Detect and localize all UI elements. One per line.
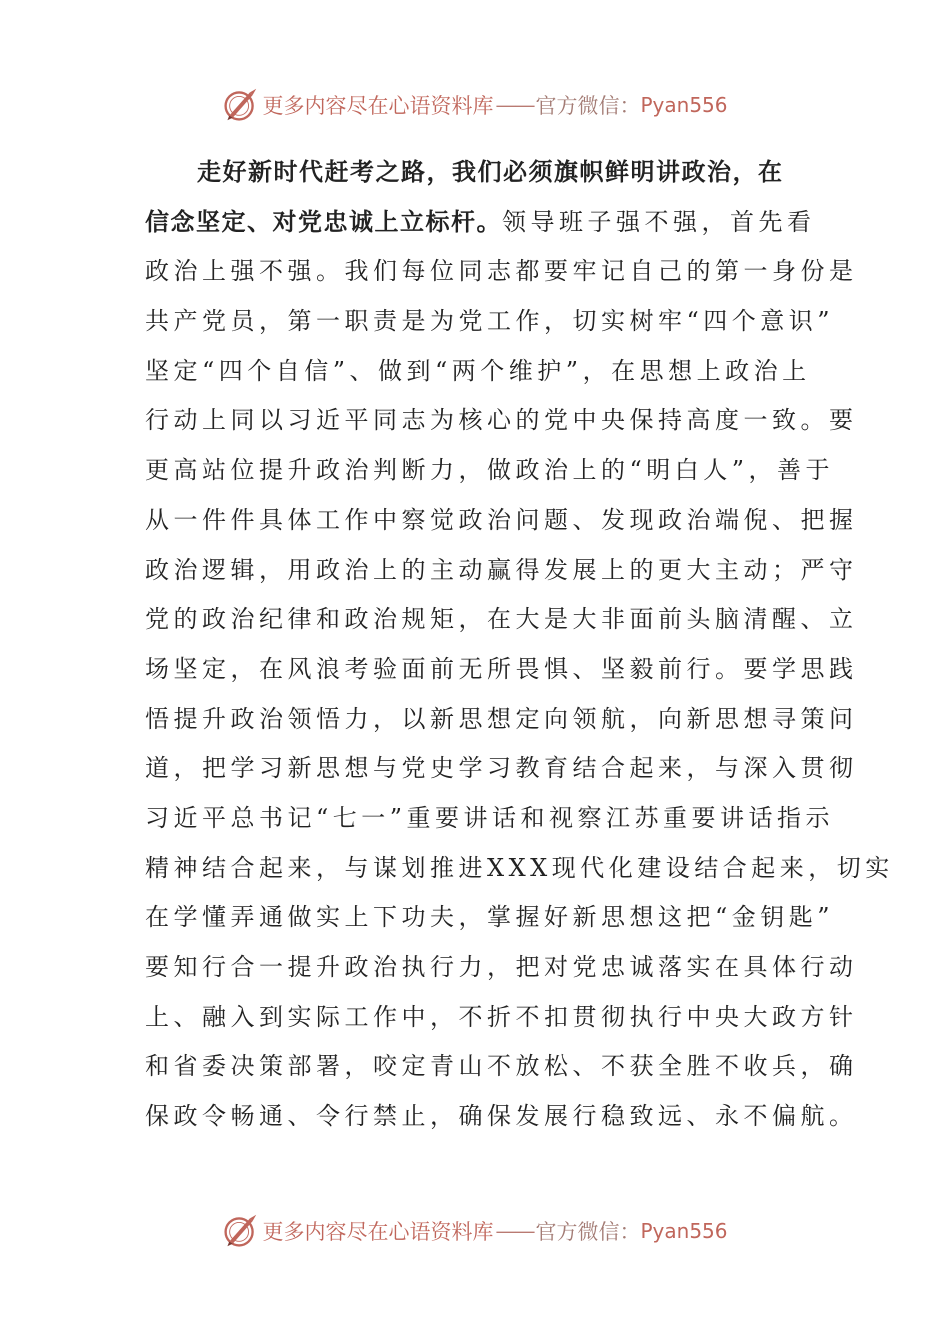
paragraph-line: 悟提升政治领悟力，以新思想定向领航，向新思想寻策问	[145, 704, 858, 733]
wechat-id: Pyan556	[640, 93, 728, 117]
paragraph-line: 更高站位提升政治判断力，做政治上的“明白人”，善于	[145, 456, 835, 485]
quill-pen-logo-icon	[222, 87, 258, 123]
paragraph-line: 场坚定，在风浪考验面前无所畏惧、坚毅前行。要学思践	[145, 654, 858, 683]
wechat-id: Pyan556	[640, 1219, 728, 1243]
quill-pen-logo-icon	[222, 1213, 258, 1249]
separator-dash: ——	[495, 93, 534, 117]
bold-lead-text: 信念坚定、对党忠诚上立标杆。	[145, 207, 502, 236]
paragraph-line: 共产党员，第一职责是为党工作，切实树牢“四个意识”	[145, 307, 835, 336]
paragraph-line: 坚定“四个自信”、做到“两个维护”，在思想上政治上	[145, 356, 811, 385]
paragraph-line: 道，把学习新思想与党史学习教育结合起来，与深入贯彻	[145, 754, 858, 783]
paragraph-line: 要知行合一提升政治执行力，把对党忠诚落实在具体行动	[145, 953, 858, 981]
bold-lead-text: 走好新时代赶考之路，我们必须旗帜鲜明讲政治，在	[197, 158, 784, 186]
paragraph-line: 政治逻辑，用政治上的主动赢得发展上的更大主动；严守	[145, 555, 858, 584]
library-name: 更多内容尽在心语资料库	[262, 1220, 494, 1244]
paragraph-line: 和省委决策部署，咬定青山不放松、不获全胜不收兵，确	[145, 1052, 858, 1081]
paragraph-line	[145, 198, 816, 248]
paragraph-line: 保政令畅通、令行禁止，确保发展行稳致远、永不偏航。	[145, 1102, 858, 1131]
document-paragraph	[145, 148, 894, 1142]
paragraph-line	[145, 148, 805, 198]
separator-dash: ——	[495, 1219, 534, 1243]
paragraph-line: 从一件件具体工作中察觉政治问题、发现政治端倪、把握	[145, 505, 858, 534]
wechat-label: 官方微信：	[535, 1220, 641, 1244]
library-name: 更多内容尽在心语资料库	[262, 94, 494, 118]
wechat-label: 官方微信：	[535, 94, 641, 118]
paragraph-line: 精神结合起来，与谋划推进XXX现代化建设结合起来，切实	[145, 853, 894, 882]
paragraph-line: 政治上强不强。我们每位同志都要牢记自己的第一身份是	[145, 257, 858, 286]
paragraph-line: 上、融入到实际工作中，不折不扣贯彻执行中央大政方针	[145, 1002, 858, 1031]
paragraph-line: 在学懂弄通做实上下功夫，掌握好新思想这把“金钥匙”	[145, 903, 835, 932]
header-banner	[0, 85, 950, 125]
paragraph-line: 党的政治纪律和政治规矩，在大是大非面前头脑清醒、立	[145, 605, 858, 634]
footer-banner	[0, 1211, 950, 1251]
paragraph-text: 领导班子强不强，首先看	[502, 207, 816, 236]
paragraph-line: 习近平总书记“七一”重要讲话和视察江苏重要讲话指示	[145, 803, 835, 832]
paragraph-line: 行动上同以习近平同志为核心的党中央保持高度一致。要	[145, 406, 858, 435]
